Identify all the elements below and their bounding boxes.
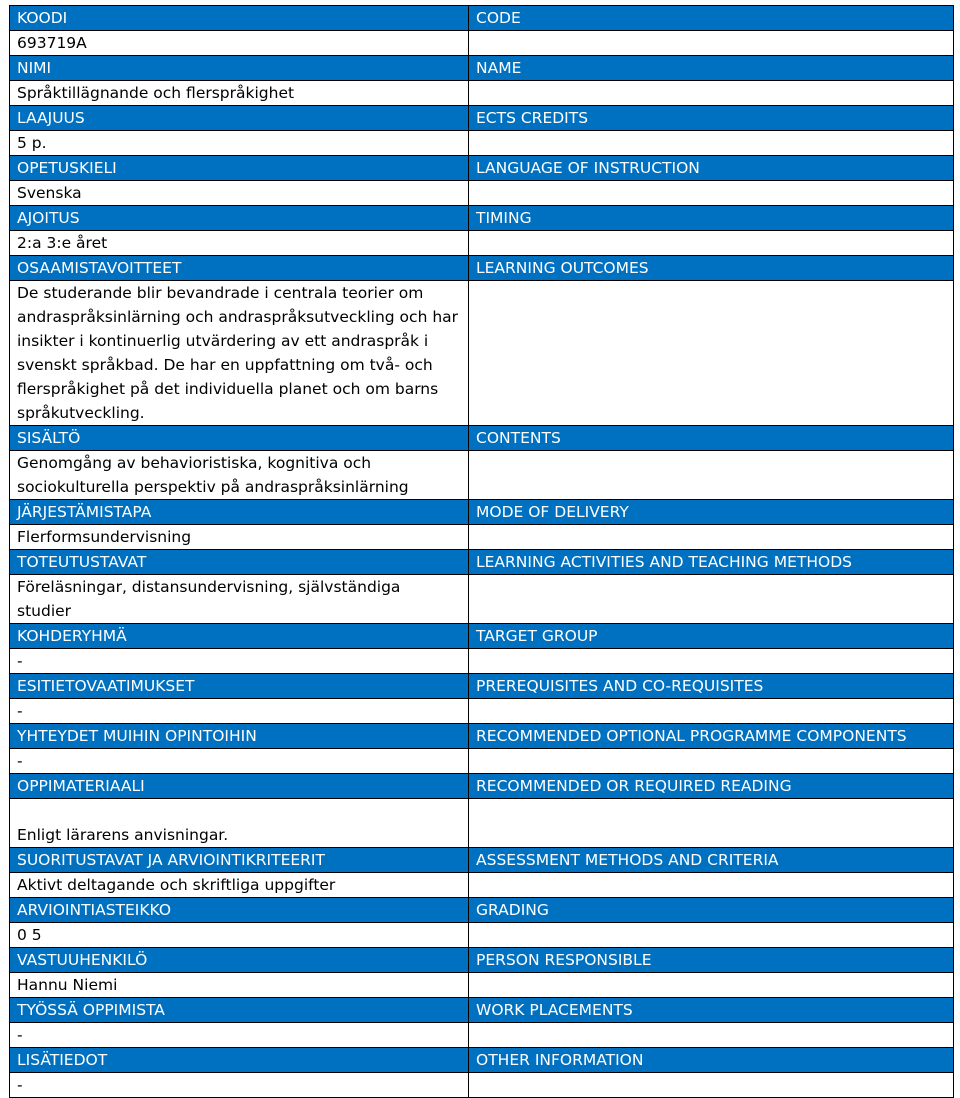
field-value-empty bbox=[469, 923, 954, 948]
field-value-empty bbox=[469, 281, 954, 426]
field-value-line: Genomgång av behavioristiska, kognitiva och bbox=[17, 454, 372, 472]
field-value-line: Enligt lärarens anvisningar. bbox=[17, 826, 229, 844]
field-value-empty bbox=[469, 31, 954, 56]
field-value-line: 0 5 bbox=[17, 926, 42, 944]
field-label-en: RECOMMENDED OR REQUIRED READING bbox=[469, 774, 954, 799]
field-label-en: GRADING bbox=[469, 898, 954, 923]
field-label-fi: ARVIOINTIASTEIKKO bbox=[10, 898, 469, 923]
field-value-row bbox=[10, 131, 954, 156]
field-header-row bbox=[10, 948, 954, 973]
field-value-row bbox=[10, 575, 954, 624]
field-value-empty bbox=[469, 451, 954, 500]
field-header-row bbox=[10, 898, 954, 923]
field-value-line: Svenska bbox=[17, 184, 82, 202]
field-value bbox=[10, 1023, 469, 1048]
field-value bbox=[10, 749, 469, 774]
field-label-en: LEARNING OUTCOMES bbox=[469, 256, 954, 281]
field-value-empty bbox=[469, 799, 954, 848]
field-value bbox=[10, 281, 469, 426]
field-value-line: Hannu Niemi bbox=[17, 976, 118, 994]
field-value-line: andraspråksinlärning och andraspråksutveckling och har bbox=[17, 308, 459, 326]
field-label-fi: KOHDERYHMÄ bbox=[10, 624, 469, 649]
field-label-en: LEARNING ACTIVITIES AND TEACHING METHODS bbox=[469, 550, 954, 575]
field-value-row bbox=[10, 1073, 954, 1098]
field-value-line: - bbox=[17, 752, 23, 770]
field-label-en: PERSON RESPONSIBLE bbox=[469, 948, 954, 973]
field-value-empty bbox=[469, 649, 954, 674]
field-label-fi: SUORITUSTAVAT JA ARVIOINTIKRITEERIT bbox=[10, 848, 469, 873]
field-value-row bbox=[10, 699, 954, 724]
field-value bbox=[10, 451, 469, 500]
field-value-line: 693719A bbox=[17, 34, 87, 52]
course-description-table bbox=[9, 5, 954, 1098]
field-value-line: - bbox=[17, 1076, 23, 1094]
field-label-fi: TYÖSSÄ OPPIMISTA bbox=[10, 998, 469, 1023]
field-value-row bbox=[10, 231, 954, 256]
field-value bbox=[10, 525, 469, 550]
field-header-row bbox=[10, 6, 954, 31]
field-value-line: Flerformsundervisning bbox=[17, 528, 192, 546]
field-label-fi: JÄRJESTÄMISTAPA bbox=[10, 500, 469, 525]
field-value-empty bbox=[469, 699, 954, 724]
field-header-row bbox=[10, 848, 954, 873]
field-label-en: PREREQUISITES AND CO-REQUISITES bbox=[469, 674, 954, 699]
field-label-fi: KOODI bbox=[10, 6, 469, 31]
field-value-row bbox=[10, 873, 954, 898]
field-value-line: Aktivt deltagande och skriftliga uppgifter bbox=[17, 876, 336, 894]
field-label-en: NAME bbox=[469, 56, 954, 81]
field-header-row bbox=[10, 206, 954, 231]
field-value-empty bbox=[469, 1073, 954, 1098]
field-value-line: Föreläsningar, distansundervisning, självständiga bbox=[17, 578, 401, 596]
field-label-en: LANGUAGE OF INSTRUCTION bbox=[469, 156, 954, 181]
field-label-fi: YHTEYDET MUIHIN OPINTOIHIN bbox=[10, 724, 469, 749]
field-value bbox=[10, 1073, 469, 1098]
field-header-row bbox=[10, 774, 954, 799]
field-label-fi: TOTEUTUSTAVAT bbox=[10, 550, 469, 575]
field-value bbox=[10, 81, 469, 106]
field-value-row bbox=[10, 1023, 954, 1048]
field-value-line: De studerande blir bevandrade i centrala teorier om bbox=[17, 284, 424, 302]
field-value-line: studier bbox=[17, 602, 72, 620]
field-label-fi: OPETUSKIELI bbox=[10, 156, 469, 181]
field-value-line: 2:a 3:e året bbox=[17, 234, 108, 252]
field-header-row bbox=[10, 550, 954, 575]
field-label-en: TIMING bbox=[469, 206, 954, 231]
field-value-row bbox=[10, 923, 954, 948]
field-label-en: ASSESSMENT METHODS AND CRITERIA bbox=[469, 848, 954, 873]
field-header-row bbox=[10, 624, 954, 649]
course-description-body bbox=[10, 6, 954, 1098]
field-label-en: ECTS CREDITS bbox=[469, 106, 954, 131]
field-value-line: språkutveckling. bbox=[17, 404, 145, 422]
field-value bbox=[10, 181, 469, 206]
field-value-empty bbox=[469, 131, 954, 156]
field-value-empty bbox=[469, 525, 954, 550]
field-value-line: - bbox=[17, 1026, 23, 1044]
field-value-empty bbox=[469, 181, 954, 206]
field-header-row bbox=[10, 426, 954, 451]
field-value-line: insikter i kontinuerlig utvärdering av ett andraspråk i bbox=[17, 332, 429, 350]
field-label-fi: LISÄTIEDOT bbox=[10, 1048, 469, 1073]
field-value bbox=[10, 231, 469, 256]
field-label-en: CODE bbox=[469, 6, 954, 31]
field-value-line: Språktillägnande och flerspråkighet bbox=[17, 84, 295, 102]
field-value bbox=[10, 873, 469, 898]
field-label-fi: OSAAMISTAVOITTEET bbox=[10, 256, 469, 281]
field-value-row bbox=[10, 525, 954, 550]
field-header-row bbox=[10, 256, 954, 281]
field-header-row bbox=[10, 56, 954, 81]
field-value-row bbox=[10, 973, 954, 998]
field-value-empty bbox=[469, 231, 954, 256]
field-header-row bbox=[10, 500, 954, 525]
field-value-row bbox=[10, 81, 954, 106]
field-value-row bbox=[10, 799, 954, 848]
field-value bbox=[10, 799, 469, 848]
field-value-line bbox=[17, 799, 461, 823]
field-value-line: - bbox=[17, 702, 23, 720]
field-header-row bbox=[10, 1048, 954, 1073]
field-label-en: RECOMMENDED OPTIONAL PROGRAMME COMPONENTS bbox=[469, 724, 954, 749]
field-value bbox=[10, 699, 469, 724]
field-value bbox=[10, 973, 469, 998]
field-value-line: - bbox=[17, 652, 23, 670]
field-value bbox=[10, 923, 469, 948]
field-value-row bbox=[10, 749, 954, 774]
field-value-line: svenskt språkbad. De har en uppfattning om två- och bbox=[17, 356, 433, 374]
field-value-line: flerspråkighet på det individuella planet och om barns bbox=[17, 380, 439, 398]
field-value-row bbox=[10, 649, 954, 674]
field-label-fi: LAAJUUS bbox=[10, 106, 469, 131]
field-value-row bbox=[10, 181, 954, 206]
field-value-empty bbox=[469, 749, 954, 774]
field-value-line: 5 p. bbox=[17, 134, 47, 152]
field-header-row bbox=[10, 724, 954, 749]
field-header-row bbox=[10, 106, 954, 131]
field-value-empty bbox=[469, 81, 954, 106]
field-header-row bbox=[10, 674, 954, 699]
field-header-row bbox=[10, 156, 954, 181]
field-value bbox=[10, 575, 469, 624]
field-value-row bbox=[10, 31, 954, 56]
field-value-empty bbox=[469, 973, 954, 998]
field-value bbox=[10, 31, 469, 56]
field-value-line: sociokulturella perspektiv på andraspråksinlärning bbox=[17, 478, 409, 496]
field-label-en: OTHER INFORMATION bbox=[469, 1048, 954, 1073]
field-value-row bbox=[10, 451, 954, 500]
field-label-fi: NIMI bbox=[10, 56, 469, 81]
field-value-empty bbox=[469, 1023, 954, 1048]
field-label-en: MODE OF DELIVERY bbox=[469, 500, 954, 525]
field-label-fi: ESITIETOVAATIMUKSET bbox=[10, 674, 469, 699]
field-label-fi: SISÄLTÖ bbox=[10, 426, 469, 451]
field-label-fi: OPPIMATERIAALI bbox=[10, 774, 469, 799]
field-value-row bbox=[10, 281, 954, 426]
field-label-en: WORK PLACEMENTS bbox=[469, 998, 954, 1023]
field-label-fi: AJOITUS bbox=[10, 206, 469, 231]
field-value-empty bbox=[469, 575, 954, 624]
field-label-fi: VASTUUHENKILÖ bbox=[10, 948, 469, 973]
field-value bbox=[10, 649, 469, 674]
field-value-empty bbox=[469, 873, 954, 898]
field-value bbox=[10, 131, 469, 156]
field-header-row bbox=[10, 998, 954, 1023]
field-label-en: CONTENTS bbox=[469, 426, 954, 451]
field-label-en: TARGET GROUP bbox=[469, 624, 954, 649]
